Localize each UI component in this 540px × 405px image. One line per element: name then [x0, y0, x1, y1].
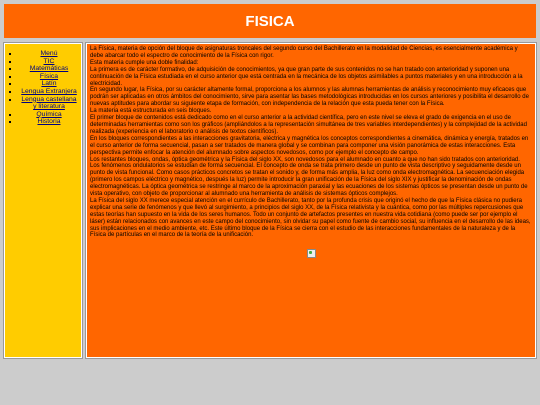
content-paragraph: La Física, materia de opción del bloque de asignaturas troncales del segundo curso del Bachillerato en la modalidad de Ciencias, es esencialmente académica y debe abarcar todo el espectro de conocimiento de la Física con rigor.: [90, 46, 518, 59]
sidebar-link-lengua-extranjera[interactable]: Lengua Extranjera: [21, 87, 77, 95]
page-header: [4, 4, 536, 38]
sidebar-item-fisica: [19, 73, 79, 81]
content-paragraph: Los restantes bloques, ondas, óptica geométrica y la Física del siglo XX, son novedosos para el alumnado en cuanto a que no han sido tratados con anterioridad.: [90, 156, 520, 163]
image-container: [90, 249, 532, 261]
sidebar-link-historia[interactable]: Historia: [37, 118, 61, 126]
sidebar-item-historia: [19, 118, 79, 126]
sidebar-link-quimica[interactable]: Química: [36, 110, 62, 118]
sidebar-link-matematicas[interactable]: Matemáticas: [29, 65, 69, 73]
sidebar-item-tic: [19, 58, 79, 66]
content-paragraph: En los bloques correspondientes a las interacciones gravitatoria, eléctrica y magnética los conceptos correspondientes a cinemática, dinámica y energía, tratados en el curso anterior de forma secuencial, pasan a ser tratados de manera global y se combinan para componer una visión panorámica de estas interacciones. Esta perspectiva permite enfocar la atención del alumnado sobre aspectos novedosos, como por ejemplo el concepto de campo.: [90, 135, 529, 156]
page-title: FISICA: [245, 12, 295, 30]
sidebar-item-menu: [19, 50, 79, 58]
sidebar-link-fisica[interactable]: Física: [39, 72, 59, 80]
content-paragraph: La Física del siglo XX merece especial atención en el currículo de Bachillerato, tanto por la profunda crisis que originó el hecho de que la Física clásica no pudiera explicar una serie de fenómenos y que llevó al surgimiento, a principios del siglo XX, de la Física relativista y la cuántica, como por las múltiples repercusiones que estas teorías han supuesto en la vida de los seres humanos. Todo un conjunto de artefactos presentes en nuestra vida cotidiana (como puede ser por ejemplo el láser) están relacionados con avances en este campo del conocimiento, sin olvidar su papel como fuente de cambio social, su influencia en el desarrollo de las ideas, sus implicaciones en el medio ambiente, etc. Este último bloque de la Física se cierra con el estudio de las interacciones fundamentales de la naturaleza y de la Física de partículas en el marco de la teoría de la unificación.: [90, 197, 531, 239]
sidebar-item-lengua-extranjera: [19, 88, 79, 96]
sidebar-item-latin: [19, 80, 79, 88]
main-content: [86, 43, 536, 358]
broken-image-icon: [307, 249, 316, 258]
sidebar-item-quimica: [19, 111, 79, 119]
sidebar-link-latin[interactable]: Latín: [41, 80, 57, 88]
content-paragraph: La materia está estructurada en seis bloques.: [90, 108, 212, 115]
content-paragraph: Los fenómenos ondulatorios se estudian de forma secuencial. El concepto de onda se trata primero desde un punto de vista descriptivo y seguidamente desde un punto de vista funcional. Como casos prácticos concretos se tratan el sonido y, de forma más amplia, la luz como onda electromagnética. La secuenciación elegida (primero los campos eléctrico y magnético, después la luz) permite introducir la gran unificación de la Física del siglo XIX y justificar la denominación de ondas electromagnéticas. La óptica geométrica se restringe al marco de la aproximación paraxial y las ecuaciones de los sistemas ópticos se presentan desde un punto de vista operativo, con objeto de proporcionar al alumnado una herramienta de análisis de sistemas ópticos complejos.: [90, 163, 528, 198]
content-paragraph: Esta materia cumple una doble finalidad:: [90, 59, 199, 66]
content-paragraph: La primera es de carácter formativo, de adquisición de conocimientos, ya que gran parte de sus contenidos no se han tratado con anterioridad y suponen una continuación de la Física estudiada en el curso anterior que está centrada en la mecánica de los objetos asimilables a puntos materiales y en una introducción a la electricidad.: [90, 66, 523, 87]
sidebar-link-tic[interactable]: TIC: [43, 57, 55, 65]
sidebar-menu: [4, 43, 82, 358]
content-paragraph: El primer bloque de contenidos está dedicado como en el curso anterior a la actividad científica, pero en este nivel se eleva el grado de exigencia en el uso de determinadas herramientas como son los gráficos (ampliándolos a la representación simultánea de tres variables interdependientes) y la complejidad de la actividad realizada (experiencia en el laboratorio o análisis de textos científicos).: [90, 115, 527, 135]
content-paragraph: En segundo lugar, la Física, por su carácter altamente formal, proporciona a los alumnos y las alumnas herramientas de análisis y reconocimiento muy eficaces que podrán ser aplicadas en otros ámbitos del conocimiento, sirve para asentar las bases metodológicas introducidas en los cursos anteriores y posibilita el desarrollo de nuevas aptitudes para abordar su siguiente etapa de formación, con independencia de la relación que esta pueda tener con la Física.: [90, 87, 529, 108]
sidebar-link-menu[interactable]: Menú: [40, 50, 58, 57]
sidebar-link-lengua-castellana[interactable]: Lengua castellana y literatura: [21, 95, 77, 111]
sidebar-item-lengua-castellana: [19, 96, 79, 111]
sidebar-item-matematicas: [19, 65, 79, 73]
sidebar-list: [5, 50, 81, 126]
